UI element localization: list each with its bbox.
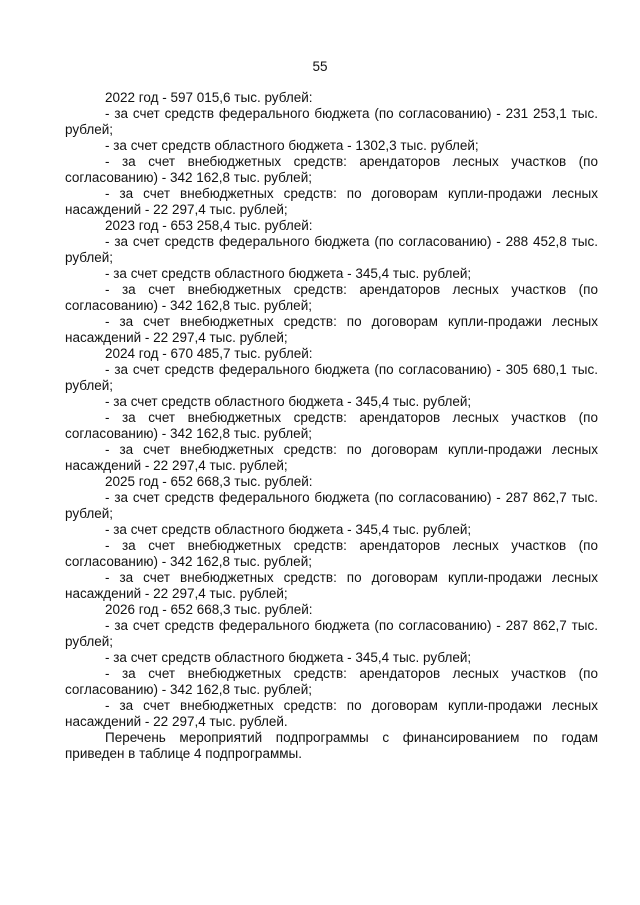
list-item: - за счет средств областного бюджета - 345,4 тыс. рублей; bbox=[105, 266, 472, 281]
list-item: - за счет внебюджетных средств: арендаторов лесных участков (по согласованию) - 342 162,8 тыс. рублей; bbox=[65, 538, 598, 569]
year-2023-total: 2023 год - 653 258,4 тыс. рублей: bbox=[105, 218, 313, 233]
year-2024-total: 2024 год - 670 485,7 тыс. рублей: bbox=[105, 346, 313, 361]
list-item: - за счет средств федерального бюджета (по согласованию) - 305 680,1 тыс. рублей; bbox=[65, 362, 598, 393]
year-2025-total: 2025 год - 652 668,3 тыс. рублей: bbox=[105, 474, 313, 489]
list-item: - за счет средств областного бюджета - 345,4 тыс. рублей; bbox=[105, 522, 472, 537]
document-body bbox=[65, 90, 598, 762]
closing-paragraph: Перечень мероприятий подпрограммы с финансированием по годам приведен в таблице 4 подпрограммы. bbox=[65, 730, 598, 761]
list-item: - за счет средств областного бюджета - 1302,3 тыс. рублей; bbox=[105, 138, 479, 153]
page-number: 55 bbox=[312, 59, 328, 74]
list-item: - за счет средств федерального бюджета (по согласованию) - 287 862,7 тыс. рублей; bbox=[65, 490, 598, 521]
list-item: - за счет внебюджетных средств: арендаторов лесных участков (по согласованию) - 342 162,8 тыс. рублей; bbox=[65, 410, 598, 441]
list-item: - за счет внебюджетных средств: по договорам купли-продажи лесных насаждений - 22 297,4 тыс. рублей. bbox=[65, 698, 598, 729]
list-item: - за счет внебюджетных средств: арендаторов лесных участков (по согласованию) - 342 162,8 тыс. рублей; bbox=[65, 154, 598, 185]
list-item: - за счет средств областного бюджета - 345,4 тыс. рублей; bbox=[105, 650, 472, 665]
list-item: - за счет внебюджетных средств: по договорам купли-продажи лесных насаждений - 22 297,4 тыс. рублей; bbox=[65, 186, 598, 217]
list-item: - за счет внебюджетных средств: по договорам купли-продажи лесных насаждений - 22 297,4 тыс. рублей; bbox=[65, 442, 598, 473]
list-item: - за счет внебюджетных средств: по договорам купли-продажи лесных насаждений - 22 297,4 тыс. рублей; bbox=[65, 570, 598, 601]
year-2026-total: 2026 год - 652 668,3 тыс. рублей: bbox=[105, 602, 313, 617]
list-item: - за счет внебюджетных средств: арендаторов лесных участков (по согласованию) - 342 162,8 тыс. рублей; bbox=[65, 666, 598, 697]
list-item: - за счет средств федерального бюджета (по согласованию) - 288 452,8 тыс. рублей; bbox=[65, 234, 598, 265]
list-item: - за счет средств областного бюджета - 345,4 тыс. рублей; bbox=[105, 394, 472, 409]
list-item: - за счет средств федерального бюджета (по согласованию) - 287 862,7 тыс. рублей; bbox=[65, 618, 598, 649]
list-item: - за счет средств федерального бюджета (по согласованию) - 231 253,1 тыс. рублей; bbox=[65, 106, 598, 137]
list-item: - за счет внебюджетных средств: по договорам купли-продажи лесных насаждений - 22 297,4 тыс. рублей; bbox=[65, 314, 598, 345]
year-2022-total: 2022 год - 597 015,6 тыс. рублей: bbox=[105, 90, 313, 105]
list-item: - за счет внебюджетных средств: арендаторов лесных участков (по согласованию) - 342 162,8 тыс. рублей; bbox=[65, 282, 598, 313]
